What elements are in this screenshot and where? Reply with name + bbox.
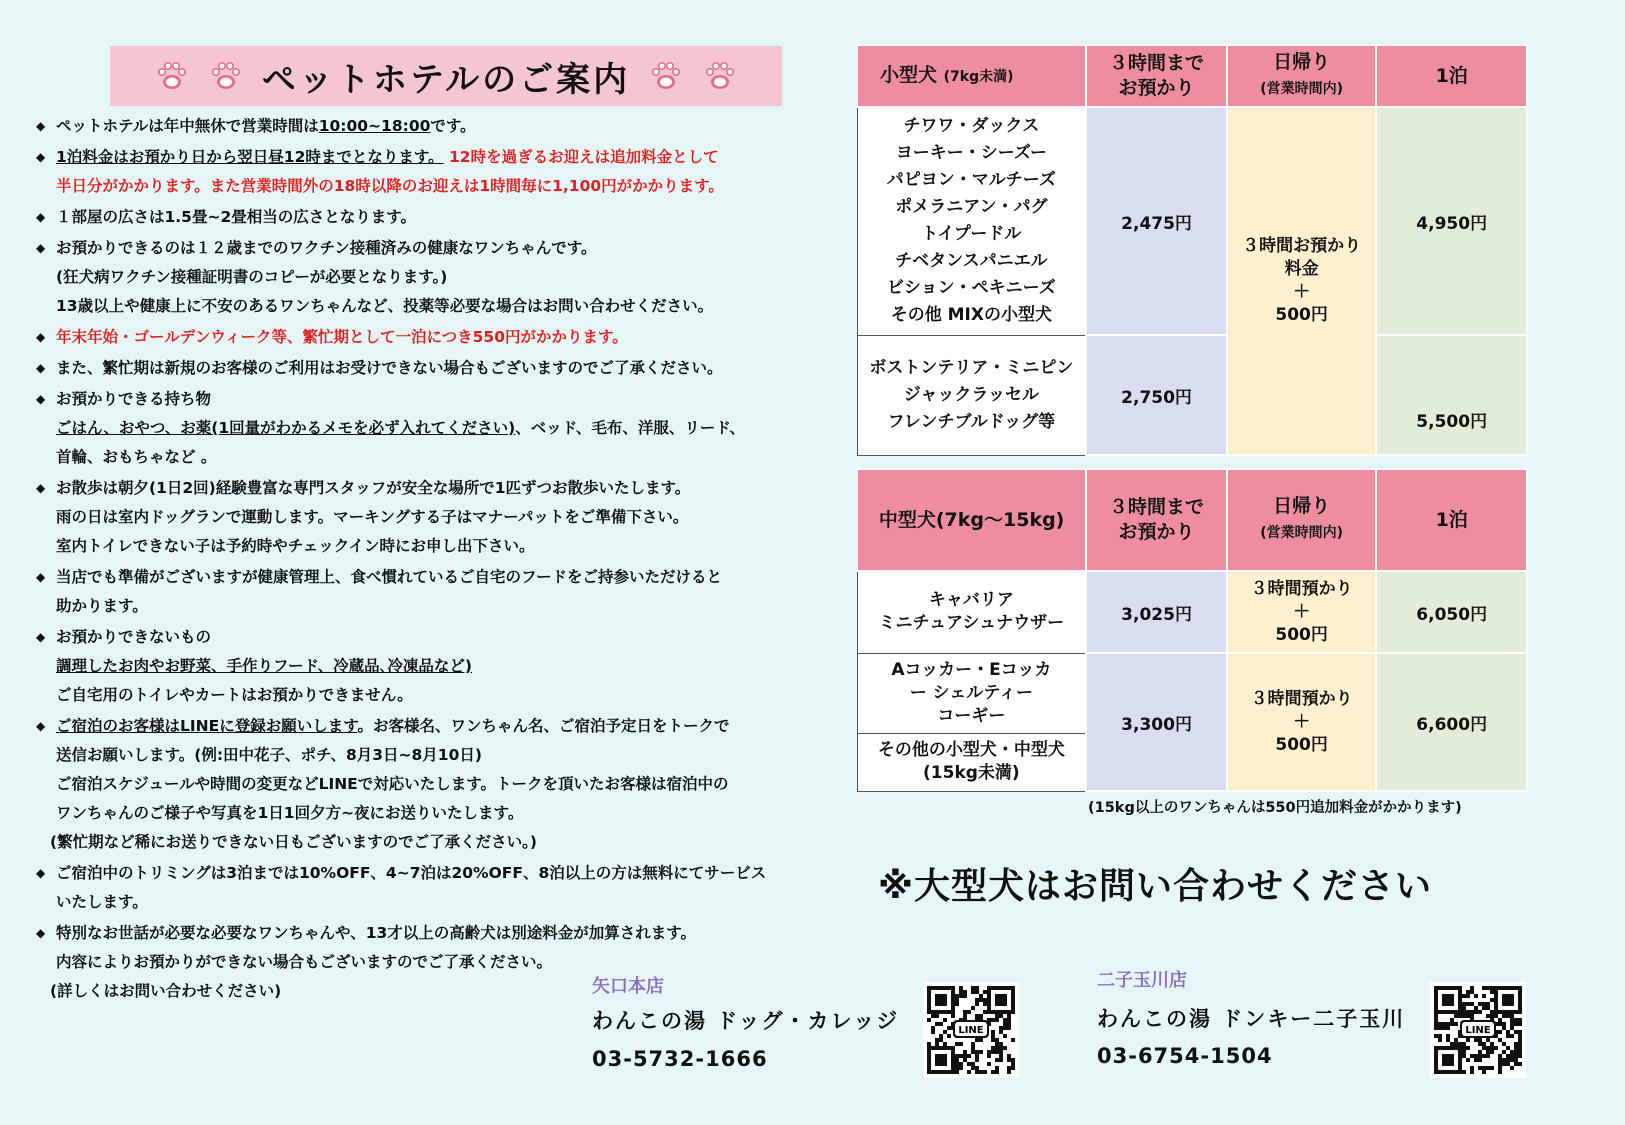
note-text: 内容によりお預かりができない場合もございますのでご了承ください。 xyxy=(56,953,553,971)
note-line xyxy=(56,292,796,321)
category-label: 小型犬 xyxy=(880,63,938,86)
note-line xyxy=(56,354,796,383)
note-text: ワンちゃんのご様子や写真を1日1回夕方~夜にお送りいたします。 xyxy=(56,804,524,822)
paw-icon xyxy=(208,58,244,94)
category-header xyxy=(857,45,1086,107)
note-item xyxy=(36,143,796,201)
col-3h-header: ３時間まで お預かり xyxy=(1086,469,1227,571)
title-banner xyxy=(110,46,782,106)
note-text: 室内トイレできない子は予約時やチェックイン時にお申し出下さい。 xyxy=(56,537,535,555)
note-item xyxy=(36,563,796,621)
note-line xyxy=(56,474,796,503)
col-night-header: 1泊 xyxy=(1376,469,1527,571)
note-line xyxy=(50,977,796,1006)
col-3h-header: ３時間まで お預かり xyxy=(1086,45,1227,107)
note-text: また、繁忙期は新規のお客様のご利用はお受けできない場合もございますのでご了承ください。 xyxy=(56,359,723,377)
category-sub-label: (7kg未満) xyxy=(943,68,1014,85)
note-text: です。 xyxy=(430,117,476,135)
diamond-bullet-icon: ◆ xyxy=(36,570,46,584)
note-item xyxy=(36,385,796,472)
note-text: 12時を過ぎるお迎えは追加料金として xyxy=(443,148,719,166)
note-text: 特別なお世話が必要な必要なワンちゃんや、13才以上の高齢犬は別途料金が加算されます。 xyxy=(56,924,697,942)
note-line xyxy=(56,234,796,263)
col-day-sub-label: (営業時間内) xyxy=(1260,81,1344,97)
breed-cell: キャバリア ミニチュアシュナウザー xyxy=(857,571,1086,653)
note-text: 。お客様名、ワンちゃん名、ご宿泊予定日をトークで xyxy=(357,717,730,735)
diamond-bullet-icon: ◆ xyxy=(36,926,46,940)
note-text: お預かりできないもの xyxy=(56,628,212,646)
note-line xyxy=(56,948,796,977)
diamond-bullet-icon: ◆ xyxy=(36,361,46,375)
note-item xyxy=(36,474,796,561)
col-day-label: 日帰り xyxy=(1273,495,1331,517)
shop-name: 矢口本店 xyxy=(592,976,664,997)
shop-phone: 03-6754-1504 xyxy=(1097,1044,1273,1068)
large-dog-note: ※大型犬はお問い合わせください xyxy=(878,866,1432,907)
breed-cell: チワワ・ダックス ヨーキー・シーズー パピヨン・マルチーズ ポメラニアン・パグ トイプードル チベタンスパニエル ビション・ペキニーズ その他 MIXの小型犬 xyxy=(857,107,1086,335)
note-text: 送信お願いします。(例:田中花子、ポチ、8月3日~8月10日) xyxy=(56,746,482,764)
note-line xyxy=(56,888,796,917)
note-line xyxy=(56,919,796,948)
note-item xyxy=(36,112,796,141)
diamond-bullet-icon: ◆ xyxy=(36,630,46,644)
col-day-sub-label: (営業時間内) xyxy=(1260,525,1344,541)
note-text: ペットホテルは年中無休で営業時間は xyxy=(56,117,319,135)
note-text: 13歳以上や健康上に不安のあるワンちゃんなど、投薬等必要な場合はお問い合わせください。 xyxy=(56,297,714,315)
qr-line-label: LINE xyxy=(1465,1025,1491,1036)
page-title: ペットホテルのご案内 xyxy=(261,59,631,100)
note-line xyxy=(56,143,796,172)
shop-name: 二子玉川店 xyxy=(1097,970,1187,991)
price-3h-cell: 3,025円 xyxy=(1086,571,1227,653)
shop-title: わんこの湯 ドンキー二子玉川 xyxy=(1097,1007,1406,1031)
line-qr-code-icon[interactable] xyxy=(923,982,1019,1078)
note-line xyxy=(56,414,796,443)
diamond-bullet-icon: ◆ xyxy=(36,241,46,255)
diamond-bullet-icon: ◆ xyxy=(36,719,46,733)
diamond-bullet-icon: ◆ xyxy=(36,392,46,406)
note-line xyxy=(56,623,796,652)
note-text: ご宿泊のお客様はLINEに登録お願いします xyxy=(56,717,358,735)
shop-title: わんこの湯 ドッグ・カレッジ xyxy=(592,1009,900,1033)
note-line xyxy=(56,323,796,352)
note-text: 半日分がかかります。また営業時間外の18時以降のお迎えは1時間毎に1,100円がかかります。 xyxy=(56,177,724,195)
note-line xyxy=(56,563,796,592)
breed-cell: その他の小型犬・中型犬 (15kg未満) xyxy=(857,733,1086,791)
price-night-cell: 5,500円 xyxy=(1376,335,1527,455)
price-night-cell: 6,050円 xyxy=(1376,571,1527,653)
note-line xyxy=(56,770,796,799)
note-line xyxy=(56,203,796,232)
diamond-bullet-icon: ◆ xyxy=(36,210,46,224)
note-text: 首輪、おもちゃなど 。 xyxy=(56,448,217,466)
diamond-bullet-icon: ◆ xyxy=(36,330,46,344)
note-line xyxy=(56,799,796,828)
note-item xyxy=(36,623,796,710)
note-text: １部屋の広さは1.5畳~2畳相当の広さとなります。 xyxy=(56,208,416,226)
note-text: 調理したお肉やお野菜、手作りフード、冷蔵品､冷凍品など) xyxy=(56,657,472,675)
col-day-header xyxy=(1227,469,1377,571)
note-line xyxy=(56,172,796,201)
breed-cell: ボストンテリア・ミニピン ジャックラッセル フレンチブルドッグ等 xyxy=(857,335,1086,455)
price-night-cell: 4,950円 xyxy=(1376,107,1527,335)
note-line xyxy=(56,385,796,414)
note-text: ご宿泊スケジュールや時間の変更などLINEで対応いたします。トークを頂いたお客様は宿泊中の xyxy=(56,775,729,793)
paw-icon xyxy=(648,58,684,94)
price-3h-cell: 2,475円 xyxy=(1086,107,1227,335)
note-text: 1泊料金はお預かり日から翌日昼12時までとなります。 xyxy=(56,148,444,166)
price-day-cell: ３時間預かり ＋ 500円 xyxy=(1227,653,1377,791)
note-line xyxy=(56,503,796,532)
note-text: (繁忙期など稀にお送りできない日もございますのでご了承ください。) xyxy=(50,833,537,851)
note-line xyxy=(56,652,796,681)
paw-icon xyxy=(702,58,738,94)
note-item xyxy=(36,859,796,917)
note-text: いたします。 xyxy=(56,893,148,911)
note-text: (狂犬病ワクチン接種証明書のコピーが必要となります。) xyxy=(56,268,448,286)
paw-icon xyxy=(154,58,190,94)
weight-surcharge-note: (15kg以上のワンちゃんは550円追加料金がかかります) xyxy=(1088,800,1462,816)
price-night-cell: 6,600円 xyxy=(1376,653,1527,791)
note-text: お預かりできる持ち物 xyxy=(56,390,212,408)
note-text: ごはん、おやつ、お薬(1回量がわかるメモを必ず入れてください) xyxy=(56,419,516,437)
diamond-bullet-icon: ◆ xyxy=(36,866,46,880)
note-text: 雨の日は室内ドッグランで運動します。マーキングする子はマナーパットをご準備下さい。 xyxy=(56,508,689,526)
note-text: 当店でも準備がございますが健康管理上、食べ慣れているご自宅のフードをご持参いただけると xyxy=(56,568,723,586)
note-item xyxy=(36,919,796,1006)
note-line xyxy=(56,712,796,741)
col-day-header xyxy=(1227,45,1377,107)
note-text: ご宿泊中のトリミングは3泊までは10%OFF、4~7泊は20%OFF、8泊以上の方は無料にてサービス xyxy=(56,864,767,882)
price-day-cell: ３時間お預かり 料金 ＋ 500円 xyxy=(1227,107,1377,455)
col-night-header: 1泊 xyxy=(1376,45,1527,107)
note-item xyxy=(36,203,796,232)
note-text: お預かりできるのは１２歳までのワクチン接種済みの健康なワンちゃんです。 xyxy=(56,239,597,257)
note-line xyxy=(56,443,796,472)
col-day-label: 日帰り xyxy=(1273,51,1331,73)
shop-phone: 03-5732-1666 xyxy=(592,1047,768,1071)
price-3h-cell: 3,300円 xyxy=(1086,653,1227,791)
diamond-bullet-icon: ◆ xyxy=(36,119,46,133)
note-item xyxy=(36,712,796,857)
price-3h-cell: 2,750円 xyxy=(1086,335,1227,455)
note-text: 助かります。 xyxy=(56,597,148,615)
note-text: (詳しくはお問い合わせください) xyxy=(50,982,282,1000)
note-text: 10:00~18:00 xyxy=(318,117,431,135)
line-qr-code-icon[interactable] xyxy=(1430,982,1526,1078)
note-line xyxy=(50,828,796,857)
note-text: お散歩は朝夕(1日2回)経験豊富な専門スタッフが安全な場所で1匹ずつお散歩いたします。 xyxy=(56,479,691,497)
medium-dog-rate-table xyxy=(856,468,1528,792)
note-item xyxy=(36,234,796,321)
diamond-bullet-icon: ◆ xyxy=(36,150,46,164)
qr-line-label: LINE xyxy=(958,1025,984,1036)
note-text: ご自宅用のトイレやカートはお預かりできません。 xyxy=(56,686,413,704)
note-text: 、ベッド、毛布、洋服、リード、 xyxy=(515,419,745,437)
note-line xyxy=(56,112,796,141)
note-item xyxy=(36,323,796,352)
breed-cell: Aコッカー・Eコッカ ー シェルティー コーギー xyxy=(857,653,1086,733)
note-line xyxy=(56,681,796,710)
note-line xyxy=(56,263,796,292)
category-header: 中型犬(7kg～15kg) xyxy=(857,469,1086,571)
note-line xyxy=(56,859,796,888)
note-line xyxy=(56,741,796,770)
note-item xyxy=(36,354,796,383)
note-text: 年末年始・ゴールデンウィーク等、繁忙期として一泊につき550円がかかります。 xyxy=(56,328,628,346)
note-line xyxy=(56,532,796,561)
notes-list xyxy=(36,112,796,1008)
price-day-cell: ３時間預かり ＋ 500円 xyxy=(1227,571,1377,653)
small-dog-rate-table xyxy=(856,44,1528,456)
note-line xyxy=(56,592,796,621)
diamond-bullet-icon: ◆ xyxy=(36,481,46,495)
